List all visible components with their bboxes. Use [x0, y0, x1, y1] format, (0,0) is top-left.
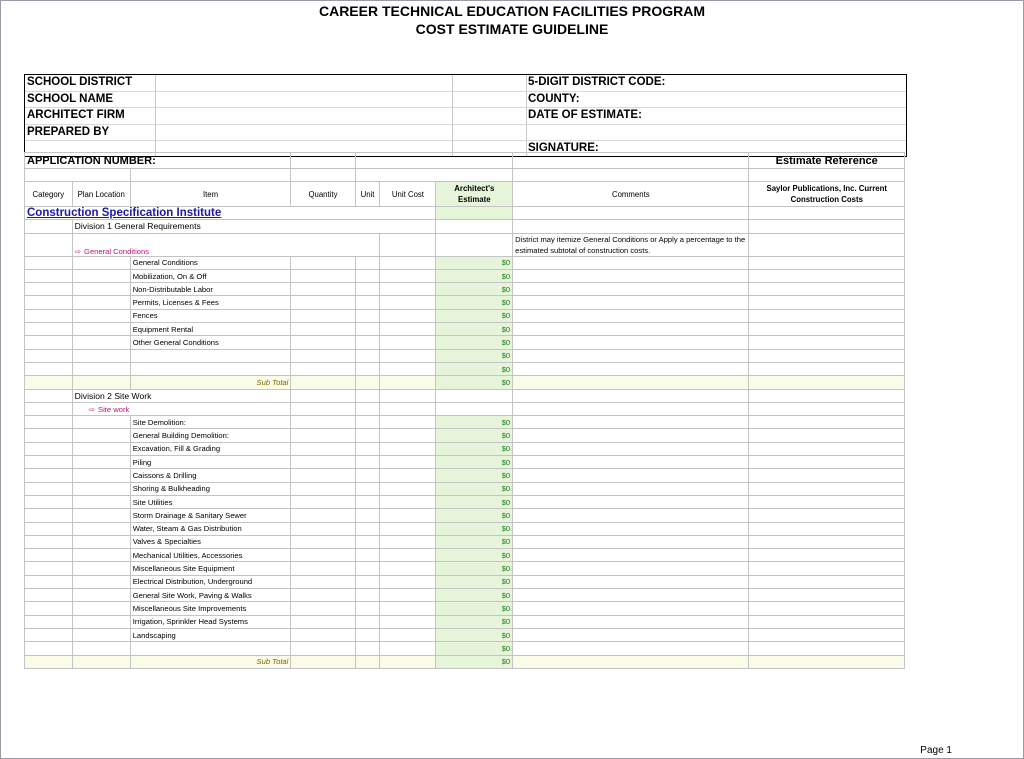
division-2-subtotal-row: [25, 655, 905, 668]
line-item-estimate: $0: [436, 349, 513, 362]
arrow-right-icon: ⇨: [88, 404, 96, 414]
general-conditions-label: General Conditions: [84, 246, 150, 256]
estimate-reference-label: Estimate Reference: [749, 153, 905, 169]
line-item-estimate: $0: [436, 482, 513, 495]
line-item-estimate: $0: [436, 562, 513, 575]
prepared-by-row: [25, 125, 906, 142]
col-quantity: Quantity: [291, 182, 355, 207]
county-label: COUNTY:: [528, 92, 580, 105]
line-item-name[interactable]: Caissons & Drilling: [130, 469, 291, 482]
signature-label: SIGNATURE:: [528, 142, 599, 154]
line-item-name[interactable]: Permits, Licenses & Fees: [130, 296, 291, 309]
subtotal-label: Sub Total: [130, 376, 291, 389]
csi-row: [25, 207, 905, 220]
line-item-row: [25, 602, 905, 615]
line-item-row: [25, 628, 905, 641]
subtotal-label: Sub Total: [130, 655, 291, 668]
line-item-name[interactable]: Other General Conditions: [130, 336, 291, 349]
line-item-name[interactable]: Non-Distributable Labor: [130, 283, 291, 296]
line-item-name[interactable]: Shoring & Bulkheading: [130, 482, 291, 495]
line-item-row: [25, 495, 905, 508]
line-item-estimate: $0: [436, 296, 513, 309]
application-number-label: APPLICATION NUMBER:: [25, 153, 291, 169]
col-unit-cost: Unit Cost: [380, 182, 436, 207]
line-item-estimate: $0: [436, 283, 513, 296]
line-item-name[interactable]: General Conditions: [130, 256, 291, 269]
subtotal-amount: $0: [436, 376, 513, 389]
arrow-right-icon: ⇨: [74, 246, 82, 256]
architect-firm-row: [25, 108, 906, 125]
line-item-row: [25, 642, 905, 655]
line-item-name[interactable]: Water, Steam & Gas Distribution: [130, 522, 291, 535]
spacer-row: [25, 169, 905, 182]
school-district-row: [25, 75, 906, 92]
line-item-name[interactable]: [130, 349, 291, 362]
site-work-link[interactable]: [72, 402, 291, 415]
prepared-by-label: PREPARED BY: [27, 125, 110, 138]
col-saylor: Saylor Publications, Inc. Current Construction Costs: [749, 182, 905, 207]
line-item-row: [25, 589, 905, 602]
general-conditions-note: District may itemize General Conditions or Apply a percentage to the estimated subtotal of construction costs.: [513, 233, 749, 256]
line-item-row: [25, 456, 905, 469]
line-item-row: [25, 469, 905, 482]
line-item-estimate: $0: [436, 509, 513, 522]
line-item-estimate: $0: [436, 442, 513, 455]
line-item-estimate: $0: [436, 269, 513, 282]
district-code-label: 5-DIGIT DISTRICT CODE:: [528, 76, 666, 88]
line-item-name[interactable]: Landscaping: [130, 628, 291, 641]
line-item-name[interactable]: Mechanical Utilities, Accessories: [130, 549, 291, 562]
line-item-row: [25, 549, 905, 562]
line-item-estimate: $0: [436, 549, 513, 562]
line-item-row: [25, 269, 905, 282]
line-item-name[interactable]: Miscellaneous Site Improvements: [130, 602, 291, 615]
line-item-row: [25, 323, 905, 336]
line-item-estimate: $0: [436, 362, 513, 375]
line-item-name[interactable]: Excavation, Fill & Grading: [130, 442, 291, 455]
line-item-name[interactable]: Storm Drainage & Sanitary Sewer: [130, 509, 291, 522]
line-item-row: [25, 429, 905, 442]
line-item-name[interactable]: Irrigation, Sprinkler Head Systems: [130, 615, 291, 628]
division-2-title: Division 2 Site Work: [72, 389, 291, 402]
csi-title: Construction Specification Institute: [25, 207, 436, 220]
line-item-row: [25, 522, 905, 535]
line-item-row: [25, 615, 905, 628]
line-item-estimate: $0: [436, 628, 513, 641]
line-item-estimate: $0: [436, 336, 513, 349]
line-item-estimate: $0: [436, 416, 513, 429]
line-item-name[interactable]: Mobilization, On & Off: [130, 269, 291, 282]
line-item-estimate: $0: [436, 256, 513, 269]
line-item-estimate: $0: [436, 615, 513, 628]
document-title: [0, 2, 1024, 38]
line-item-estimate: $0: [436, 535, 513, 548]
line-item-estimate: $0: [436, 429, 513, 442]
line-item-estimate: $0: [436, 602, 513, 615]
line-item-name[interactable]: [130, 362, 291, 375]
date-of-estimate-label: DATE OF ESTIMATE:: [528, 109, 642, 121]
division-1-title: Division 1 General Requirements: [72, 220, 436, 233]
line-item-row: [25, 416, 905, 429]
cost-estimate-table: [24, 152, 905, 669]
line-item-row: [25, 336, 905, 349]
col-category: Category: [25, 182, 73, 207]
line-item-name[interactable]: Miscellaneous Site Equipment: [130, 562, 291, 575]
line-item-row: [25, 309, 905, 322]
line-item-row: [25, 562, 905, 575]
line-item-estimate: $0: [436, 589, 513, 602]
line-item-row: [25, 362, 905, 375]
line-item-row: [25, 509, 905, 522]
general-conditions-link[interactable]: [72, 233, 380, 256]
col-unit: Unit: [355, 182, 380, 207]
division-2-section-row: [25, 402, 905, 415]
line-item-name[interactable]: Piling: [130, 456, 291, 469]
line-item-row: [25, 349, 905, 362]
line-item-estimate: $0: [436, 323, 513, 336]
line-item-name[interactable]: Equipment Rental: [130, 323, 291, 336]
line-item-name[interactable]: [130, 642, 291, 655]
site-work-label: Site work: [98, 404, 130, 414]
column-header-row: [25, 182, 905, 207]
line-item-name[interactable]: General Building Demolition:: [130, 429, 291, 442]
col-architect-estimate: Architect's Estimate: [436, 182, 513, 207]
division-1-subtotal-row: [25, 376, 905, 389]
division-1-row: [25, 220, 905, 233]
line-item-row: [25, 256, 905, 269]
project-info-block: [24, 74, 907, 157]
subtotal-amount: $0: [436, 655, 513, 668]
line-item-estimate: $0: [436, 642, 513, 655]
col-comments: Comments: [513, 182, 749, 207]
col-item: Item: [130, 182, 291, 207]
col-plan-location: Plan Location: [72, 182, 130, 207]
line-item-name[interactable]: Valves & Specialties: [130, 535, 291, 548]
line-item-row: [25, 482, 905, 495]
line-item-row: [25, 535, 905, 548]
line-item-row: [25, 442, 905, 455]
line-item-estimate: $0: [436, 469, 513, 482]
school-name-label: SCHOOL NAME: [27, 92, 114, 105]
division-1-section-row: [25, 233, 905, 256]
line-item-name[interactable]: Electrical Distribution, Underground: [130, 575, 291, 588]
title-line-2: COST ESTIMATE GUIDELINE: [415, 21, 609, 37]
line-item-row: [25, 575, 905, 588]
application-number-row: [25, 153, 905, 169]
line-item-estimate: $0: [436, 522, 513, 535]
line-item-name[interactable]: Site Demolition:: [130, 416, 291, 429]
school-district-label: SCHOOL DISTRICT: [27, 76, 133, 88]
line-item-estimate: $0: [436, 495, 513, 508]
line-item-estimate: $0: [436, 456, 513, 469]
architect-firm-label: ARCHITECT FIRM: [27, 109, 125, 121]
page-number: Page 1: [920, 745, 952, 756]
title-line-1: CAREER TECHNICAL EDUCATION FACILITIES PROGRAM: [318, 3, 706, 19]
school-name-row: [25, 92, 906, 109]
line-item-estimate: $0: [436, 575, 513, 588]
line-item-row: [25, 283, 905, 296]
line-item-row: [25, 296, 905, 309]
line-item-name[interactable]: Site Utilities: [130, 495, 291, 508]
line-item-name[interactable]: General Site Work, Paving & Walks: [130, 589, 291, 602]
line-item-name[interactable]: Fences: [130, 309, 291, 322]
line-item-estimate: $0: [436, 309, 513, 322]
division-2-row: [25, 389, 905, 402]
